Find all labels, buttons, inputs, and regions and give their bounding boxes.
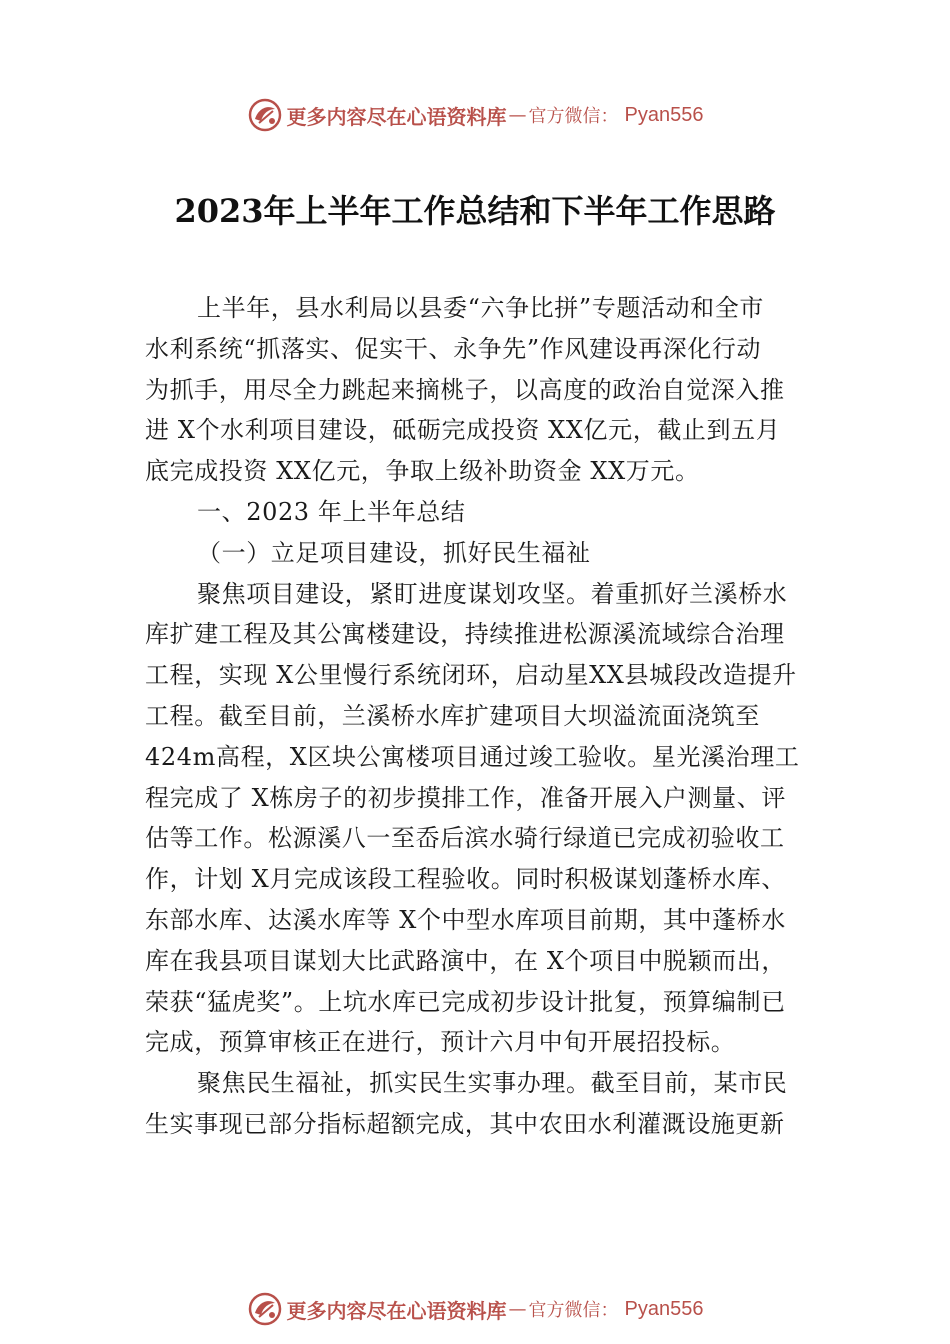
banner-wechat-label: 官方微信： (528, 106, 619, 127)
banner-wechat-code: Pyan556 (624, 1297, 704, 1320)
body-line: 东部水库、达溪水库等 X个中型水库项目前期，其中蓬桥水 (145, 905, 786, 934)
banner-wechat-label: 官方微信： (528, 1300, 619, 1321)
body-line: 完成，预算审核正在进行，预计六月中旬开展招投标。 (145, 1028, 736, 1057)
section-heading: 一、2023 年上半年总结 (197, 497, 466, 526)
banner-wechat-code: Pyan556 (624, 103, 704, 126)
body-line: 库扩建工程及其公寓楼建设，持续推进松源溪流域综合治理 (145, 620, 785, 649)
banner-dash: — (508, 104, 527, 126)
subsection-heading: （一）立足项目建设，抓好民生福祉 (197, 538, 591, 567)
body-line: 工程，实现 X公里慢行系统闭环，启动星XX县城段改造提升 (145, 661, 797, 690)
seal-logo-icon (247, 97, 283, 133)
header-banner (0, 95, 950, 135)
document-title: 2023年上半年工作总结和下半年工作思路 (174, 192, 776, 230)
banner-dash: — (508, 1298, 527, 1320)
document-body (145, 288, 810, 1145)
body-line: 估等工作。松源溪八一至岙后滨水骑行绿道已完成初验收工 (145, 824, 785, 853)
body-line: 聚焦民生福祉，抓实民生实事办理。截至目前，某市民 (197, 1069, 788, 1098)
body-line: 底完成投资 XX亿元，争取上级补助资金 XX万元。 (145, 457, 700, 486)
body-line: 生实事现已部分指标超额完成，其中农田水利灌溉设施更新 (145, 1109, 785, 1138)
footer-banner (0, 1289, 950, 1329)
banner-brand: 更多内容尽在心语资料库 (286, 1298, 507, 1323)
body-line: 聚焦项目建设，紧盯进度谋划攻坚。着重抓好兰溪桥水 (197, 579, 788, 608)
body-line: 为抓手，用尽全力跳起来摘桃子，以高度的政治自觉深入推 (145, 375, 785, 404)
body-line: 水利系统“抓落实、促实干、永争先”作风建设再深化行动 (145, 334, 762, 363)
body-line: 工程。截至目前，兰溪桥水库扩建项目大坝溢流面浇筑至 (145, 701, 760, 730)
body-line: 作，计划 X月完成该段工程验收。同时积极谋划蓬桥水库、 (145, 865, 786, 894)
body-line: 库在我县项目谋划大比武路演中，在 X个项目中脱颖而出， (145, 946, 786, 975)
body-line: 424m高程，X区块公寓楼项目通过竣工验收。星光溪治理工 (145, 742, 800, 771)
body-line: 进 X个水利项目建设，砥砺完成投资 XX亿元，截止到五月 (145, 416, 781, 445)
seal-logo-icon (247, 1291, 283, 1327)
body-line: 上半年，县水利局以县委“六争比拼”专题活动和全市 (197, 294, 764, 322)
body-line: 荣获“猛虎奖”。上坑水库已完成初步设计批复，预算编制已 (145, 987, 786, 1016)
banner-brand: 更多内容尽在心语资料库 (286, 104, 507, 129)
body-line: 程完成了 X栋房子的初步摸排工作，准备开展入户测量、评 (145, 783, 786, 812)
